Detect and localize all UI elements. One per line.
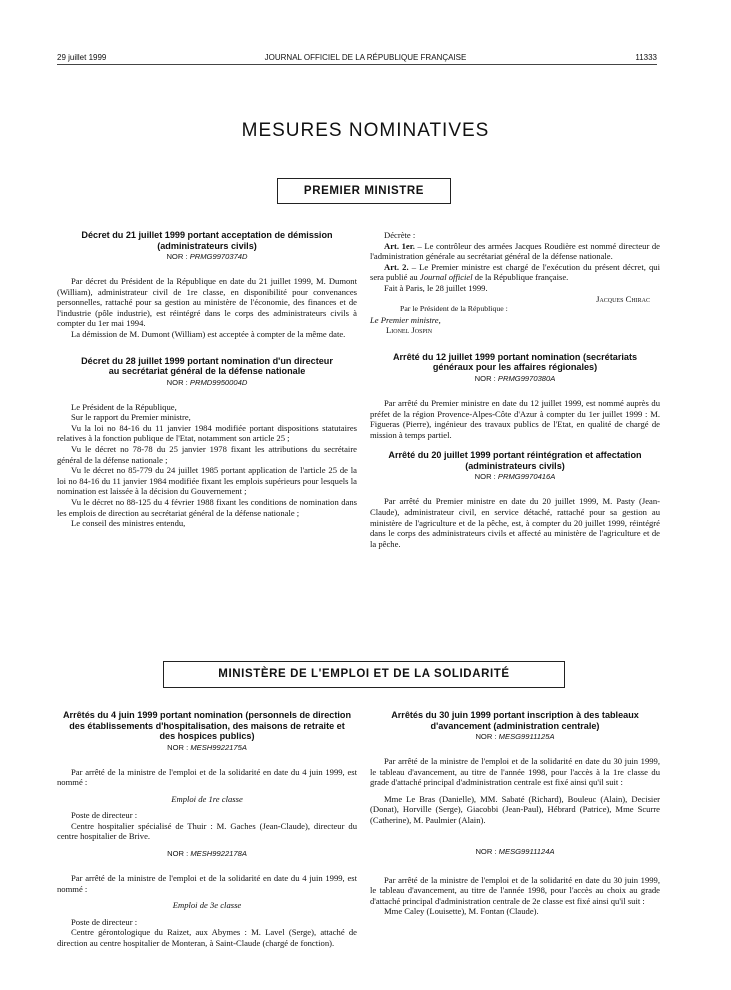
premier-ministre-label: Le Premier ministre, bbox=[370, 314, 441, 325]
left-column-2 bbox=[57, 710, 357, 949]
par-le-president: Par le Président de la République : bbox=[400, 304, 508, 314]
emploi-3e-classe: Emploi de 3e classe bbox=[172, 900, 242, 911]
decree-1-text-2: La démission de M. Dumont (William) est acceptée à compter de la même date. bbox=[71, 328, 346, 339]
arrete-6-text-4: Mme Caley (Louisette), M. Fontan (Claude). bbox=[384, 906, 539, 917]
decree-2-line-3: Vu la loi no 84-16 du 11 janvier 1984 modifiée portant dispositions statutaires relatives à la fonction publique de l'Etat, notamment son article 25 ; bbox=[57, 422, 357, 444]
arrete-6-nor: NOR : MESG9911125A bbox=[475, 732, 555, 741]
header-journal: JOURNAL OFFICIEL DE LA RÉPUBLIQUE FRANÇAISE bbox=[264, 53, 467, 62]
arrete-6-text-2: Mme Le Bras (Danielle), MM. Sabaté (Richard), Bouleuc (Alain), Decisier (Donat), Horville (Serge), Giacobbi (Jean-Paul), Hébrard (Patrice), Mme Scurre (Catherine), M. Paulmier (Alain). bbox=[370, 793, 660, 825]
article-2: Art. 2. – Le Premier ministre est chargé de l'exécution du présent décret, qui sera publié au Journal officiel de la République française. bbox=[370, 261, 660, 283]
decree-2-line-2: Sur le rapport du Premier ministre, bbox=[71, 412, 191, 423]
decree-1-nor: NOR : PRMG9970374D bbox=[166, 252, 248, 261]
section-ministere-emploi: MINISTÈRE DE L'EMPLOI ET DE LA SOLIDARITÉ bbox=[163, 661, 565, 688]
arrete-5-text-3: Par arrêté de la ministre de l'emploi et de la solidarité en date du 4 juin 1999, est nommé : bbox=[57, 873, 357, 894]
decree-1-title: Décret du 21 juillet 1999 portant acceptation de démission (administrateurs civils) bbox=[81, 230, 333, 251]
poste-directeur-2: Poste de directeur : bbox=[71, 916, 138, 927]
left-column-1 bbox=[57, 230, 357, 529]
decree-2-line-1: Le Président de la République, bbox=[71, 401, 177, 412]
arrete-6-title: Arrêtés du 30 juin 1999 portant inscription à des tableaux d'avancement (administration centrale) bbox=[391, 710, 639, 731]
arrete-3-title: Arrêté du 12 juillet 1999 portant nomination (secrétariats généraux pour les affaires régionales) bbox=[392, 351, 638, 373]
arrete-5-text-1: Par arrêté de la ministre de l'emploi et de la solidarité en date du 4 juin 1999, est nommé : bbox=[57, 766, 357, 788]
article-1: Art. 1er. – Le contrôleur des armées Jacques Roudière est nommé directeur de l'administration générale au secrétariat général de la défense nationale. bbox=[370, 240, 660, 262]
signature-president: Jacques Chirac bbox=[596, 293, 650, 304]
arrete-6-text-3: Par arrêté de la ministre de l'emploi et de la solidarité en date du 30 juin 1999, le tableau d'avancement, au titre de l'année 1998, pour l'accès au choix au grade d'attaché principal d'administration centrale de 2e classe est fixé ainsi qu'il suit : bbox=[370, 874, 660, 906]
decree-2-line-5: Vu le décret no 85-779 du 24 juillet 1985 portant application de l'article 25 de la loi no 84-16 du 11 janvier 1984 modifiée fixant les emplois supérieurs pour lesquels la nomination est laissée à la décision du Gouvernement ; bbox=[57, 465, 357, 497]
arrete-5-text-4: Centre gérontologique du Raizet, aux Abymes : M. Lavel (Serge), attaché de direction au centre hospitalier de Monteran, à Saint-Claude (chargé de fonction). bbox=[57, 927, 357, 949]
arrete-3-text: Par arrêté du Premier ministre en date du 12 juillet 1999, est nommé auprès du préfet de la région Provence-Alpes-Côte d'Azur à compter du 1er juillet 1999 : M. Figueras (Pierre), ingénieur des travaux publics de l'Etat, en qualité de chargé de mission à temps partiel. bbox=[370, 397, 660, 440]
decree-2-line-6: Vu le décret no 88-125 du 4 février 1988 fixant les conditions de nomination dans les emplois de direction au secrétariat général de la défense nationale ; bbox=[57, 496, 357, 518]
decree-1-text: Par décret du Président de la République en date du 21 juillet 1999, M. Dumont (William), administrateur civil de 1re classe, en disponibilité pour convenances personnelles, rattaché pour sa gestion au ministère de l'économie, des finances et de l'industrie (pôle industrie), est réintégré dans le corps des administrateurs civils à compter du 1er mai 1994. bbox=[57, 276, 357, 329]
decree-2-title: Décret du 28 juillet 1999 portant nomination d'un directeur au secrétariat général de la défense nationale bbox=[81, 355, 333, 377]
arrete-5-nor: NOR : MESH9922175A bbox=[167, 742, 247, 752]
arrete-3-nor: NOR : PRMG9970380A bbox=[474, 373, 556, 383]
header-date: 29 juillet 1999 bbox=[57, 53, 107, 62]
arrete-4-nor: NOR : PRMG9970416A bbox=[474, 472, 556, 482]
fait-a-paris: Fait à Paris, le 28 juillet 1999. bbox=[384, 282, 488, 293]
arrete-5-title: Arrêtés du 4 juin 1999 portant nomination (personnels de direction des établissements d'hospitalisation, des maisons de retraite et des hospices publics) bbox=[62, 710, 352, 741]
poste-directeur-1: Poste de directeur : bbox=[71, 810, 138, 821]
arrete-4-title: Arrêté du 20 juillet 1999 portant réintégration et affectation (administrateurs civils) bbox=[388, 450, 642, 471]
arrete-5-text-2: Centre hospitalier spécialisé de Thuir : M. Gaches (Jean-Claude), directeur du centre hospitalier de Brive. bbox=[57, 820, 357, 842]
decree-2-line-7: Le conseil des ministres entendu, bbox=[71, 518, 186, 529]
decrete-label: Décrète : bbox=[384, 230, 416, 240]
arrete-4-text: Par arrêté du Premier ministre en date du 20 juillet 1999, M. Pasty (Jean-Claude), administrateur civil, en service détaché, rattaché pour sa gestion au ministère de l'agriculture et de la pêche, est, à compter du 20 juillet 1999, réintégré dans le corps des administrateurs civils et affecté au ministère de l'agriculture et de la pêche. bbox=[370, 496, 660, 549]
decree-2-nor: NOR : PRMD9950004D bbox=[166, 377, 248, 387]
emploi-1re-classe: Emploi de 1re classe bbox=[171, 793, 243, 804]
arrete-5-nor-2: NOR : MESH9922178A bbox=[167, 849, 247, 859]
decree-2-line-4: Vu le décret no 78-78 du 25 janvier 1978 fixant les attributions du secrétaire général de la défense nationale ; bbox=[57, 443, 357, 465]
header-rule bbox=[57, 64, 657, 65]
header-page-number: 11333 bbox=[635, 53, 657, 62]
arrete-6-text-1: Par arrêté de la ministre de l'emploi et de la solidarité en date du 30 juin 1999, le tableau d'avancement, au titre de l'année 1998, pour l'accès à la 1re classe du grade d'attaché principal d'administration centrale est fixé ainsi qu'il suit : bbox=[370, 756, 660, 788]
page-title: MESURES NOMINATIVES bbox=[241, 120, 490, 141]
right-column-2 bbox=[370, 710, 660, 917]
right-column-1 bbox=[370, 230, 660, 549]
arrete-6-nor-2: NOR : MESG9911124A bbox=[475, 846, 555, 856]
signature-premier-ministre: Lionel Jospin bbox=[386, 325, 433, 336]
section-premier-ministre: PREMIER MINISTRE bbox=[277, 178, 451, 204]
